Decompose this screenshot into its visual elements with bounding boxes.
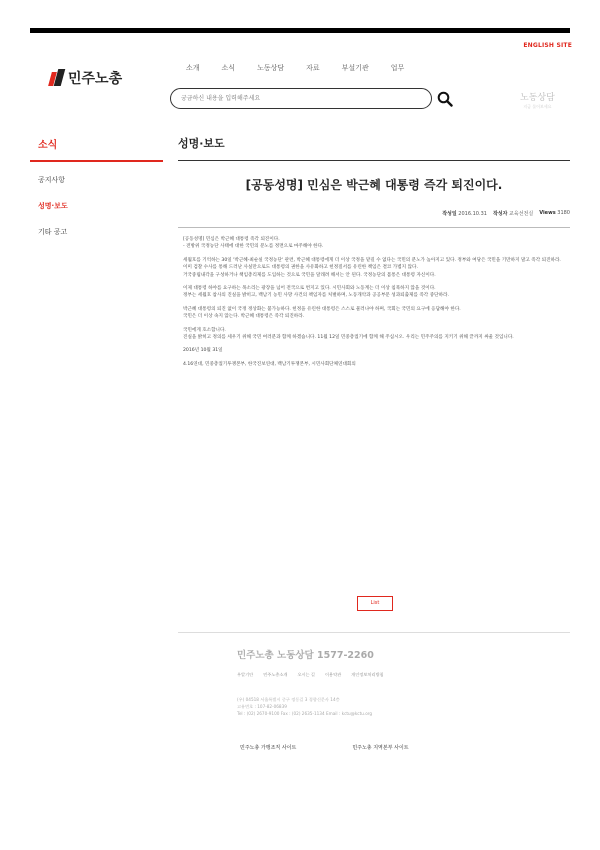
footer-link[interactable]: 우알기안 <box>237 672 254 677</box>
nav-item-consult[interactable]: 노동상담 <box>257 64 285 72</box>
logo-icon <box>50 69 64 87</box>
footer-link[interactable]: 오시는 길 <box>297 672 315 677</box>
views-label: Views <box>539 210 556 216</box>
nav-item-news[interactable]: 소식 <box>221 64 236 72</box>
signature-date: 2016년 10월 31일 <box>183 348 223 354</box>
sidebar-item-other-notices[interactable]: 기타 공고 <box>38 228 68 236</box>
consult-link[interactable] <box>520 90 555 110</box>
logo[interactable] <box>50 68 122 88</box>
sidebar-item-statements[interactable]: 성명·보도 <box>38 202 68 210</box>
date-label: 작성일 <box>442 211 457 217</box>
signature-orgs: 4.16연대, 민중총궐기투쟁본부, 한국진보연대, 백남기투쟁본부, 시민사회단체연대회의 <box>183 361 356 367</box>
logo-text: 민주노총 <box>68 71 123 87</box>
top-bar <box>30 28 570 33</box>
footer-links <box>237 672 384 678</box>
page-title: 성명·보도 <box>178 137 225 150</box>
list-button[interactable]: List <box>357 596 393 611</box>
nav-item-affiliates[interactable]: 부설기관 <box>341 64 369 72</box>
nav-item-resources[interactable]: 자료 <box>306 64 320 72</box>
search-icon[interactable] <box>437 91 453 107</box>
main-nav <box>186 63 404 73</box>
search-input[interactable] <box>179 94 423 103</box>
regional-site-link[interactable]: 민주노총 지역본부 사이트 <box>352 745 409 751</box>
footer-link[interactable]: 민주노총소개 <box>263 672 288 677</box>
body-paragraph: [공동성명] 민심은 박근혜 대통령 즉각 퇴진이다. - 전방위 국정농단 사태에 대한 국민의 분노를 정면으로 마주해야 한다. <box>183 237 324 250</box>
footer-address: (우) 04518 서울특별시 중구 정동길 3 경향신문사 14층 고유번호 : 107-82-06839 Tel : (02) 2670-9100 Fax : (02) 2635-1134 Email : kctu@kctu.org <box>237 697 373 717</box>
sidebar-title: 소식 <box>38 140 58 151</box>
footer-divider <box>178 632 570 633</box>
article-meta <box>442 210 570 217</box>
english-site-link[interactable]: ENGLISH SITE <box>523 42 572 49</box>
consult-subtitle: 지금 물어보세요 <box>523 104 552 109</box>
affiliate-site-link[interactable]: 민주노총 가맹조직 사이트 <box>240 745 297 751</box>
nav-item-intro[interactable]: 소개 <box>186 64 200 72</box>
footer-hotline: 민주노총 노동상담 1577-2260 <box>237 650 374 661</box>
footer-sites <box>240 744 409 751</box>
consult-title: 노동상담 <box>520 93 555 103</box>
title-divider <box>178 160 570 161</box>
footer-link[interactable]: 개인정보처리방침 <box>351 672 384 677</box>
author-label: 작성자 <box>492 211 508 217</box>
footer-link[interactable]: 이용약관 <box>324 672 342 677</box>
body-paragraph: 박근혜 대통령의 퇴진 없이 국정 정상화는 불가능하다. 헌정을 유린한 대통령은 스스로 물러나야 하며, 국회는 국민의 요구에 응답해야 한다. 국민은 더 이상 속지 않는다. 박근혜 대통령은 즉각 퇴진하라. <box>183 306 461 320</box>
article-body <box>183 236 567 374</box>
sidebar-divider <box>30 160 163 162</box>
post-date: 2016.10.31 <box>458 211 487 217</box>
post-author: 교육선전실 <box>509 211 534 217</box>
sidebar-item-notice[interactable]: 공지사항 <box>38 176 66 184</box>
view-count: 3180 <box>557 210 570 216</box>
sidebar-menu <box>38 175 68 253</box>
article-title: [공동성명] 민심은 박근혜 대통령 즉각 퇴진이다. <box>245 178 503 192</box>
nav-item-work[interactable]: 업무 <box>390 64 405 72</box>
body-paragraph: 세월호를 기억하는 30일 '박근혜-최순실 국정농단' 관련, 박근혜 대통령에게 더 이상 국정을 맡길 수 없다는 국민의 분노가 높아지고 있다. 정부와 여당은 국민을 기만하지 말고 즉각 퇴진하라. 이미 검찰 수사를 통해 드러난 사실만으로도 대통령의 권한을 사유화하고 헌정질서를 유린한 책임은 결코 가볍지 않다. 거국중립내각을 구성하거나 책임총리제를 도입하는 것으로 국민을 달래려 해서는 안 된다. 국정농단의 몸통은 대통령 자신이다. <box>183 257 561 278</box>
search-box <box>170 88 432 109</box>
meta-divider <box>178 227 570 228</box>
body-paragraph: 국민에게 호소합니다. 진실을 밝히고 정의를 세우기 위해 국민 여러분과 함께 하겠습니다. 11월 12일 민중총궐기에 함께 해 주십시오. 우리는 민주주의를 지키기 위해 끝까지 싸울 것입니다. <box>183 327 514 341</box>
body-paragraph: 이제 대통령 하야를 요구하는 목소리는 광장을 넘어 전국으로 번지고 있다. 시민사회와 노동계는 더 이상 침묵하지 않을 것이다. 정부는 세월호 참사의 진실을 밝히고, 백남기 농민 사망 사건의 책임자를 처벌하며, 노동개악과 공공부문 성과퇴출제를 즉각 중단하라. <box>183 286 449 299</box>
